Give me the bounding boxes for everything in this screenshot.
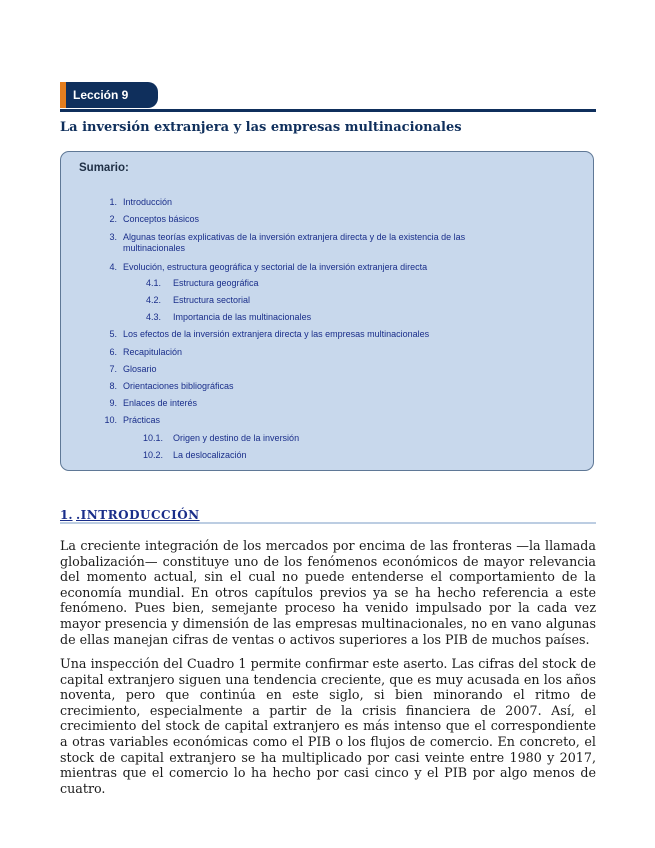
toc-label: Enlaces de interés — [123, 398, 198, 408]
toc-number: 10.1. — [142, 433, 163, 443]
toc-number: 10.2. — [142, 450, 163, 460]
toc-number: 10. — [104, 415, 117, 425]
section-number: 1. — [60, 508, 73, 522]
paragraph-1: La creciente integración de los mercados por encima de las fronteras —la llamada globalización— constituye uno de los fenómenos económicos de mayor relevancia del momento actual, sin el cual no puede entenderse el comportamiento de la economía mundial. En otros capítulos previos ya se ha hecho referencia a este fenómeno. Pues bien, semejante proceso ha venido impulsado por la cada vez mayor presencia y dimensión de las empresas multinacionales, no en vano algunas de ellas manejan cifras de ventas o activos superiores a los PIB de muchos países. — [60, 538, 596, 647]
toc-label: Glosario — [123, 364, 157, 374]
toc-label: Importancia de las multinacionales — [173, 312, 312, 322]
toc-label: Orientaciones bibliográficas — [123, 381, 234, 391]
toc-label: Los efectos de la inversión extranjera directa y las empresas multinacionales — [123, 329, 430, 339]
lesson-tab: Lección 9 — [60, 82, 158, 108]
toc-label: Estructura sectorial — [173, 295, 251, 305]
summary-box — [60, 151, 594, 471]
title-divider — [60, 109, 596, 112]
toc-label: Algunas teorías explicativas de la inversión extranjera directa y de la existencia de las — [123, 232, 466, 242]
summary-heading: Sumario: — [79, 162, 129, 174]
toc-number: 2. — [109, 214, 117, 224]
toc-label: Introducción — [123, 197, 173, 207]
lesson-title: La inversión extranjera y las empresas multinacionales — [60, 120, 462, 135]
toc-number: 4.3. — [145, 312, 161, 322]
toc-number: 4.2. — [145, 295, 161, 305]
toc-number: 7. — [109, 364, 117, 374]
section-heading — [60, 508, 596, 524]
toc-label: Recapitulación — [123, 347, 183, 357]
toc-number: 3. — [109, 232, 117, 242]
toc-number: 4. — [109, 262, 117, 272]
paragraph-2: Una inspección del Cuadro 1 permite confirmar este aserto. Las cifras del stock de capital extranjero siguen una tendencia creciente, que es muy acusada en los años noventa, pero que continúa en este siglo, si bien minorando el ritmo de crecimiento, especialmente a partir de la crisis financiera de 2007. Así, el crecimiento del stock de capital extranjero es más intenso que el correspondiente a otras variables económicas como el PIB o los flujos de comercio. En concreto, el stock de capital extranjero se ha multiplicado por casi veinte entre 1980 y 2017, mientras que el comercio lo ha hecho por casi cinco y el PIB por algo menos de cuatro. — [60, 656, 596, 796]
toc-label: multinacionales — [123, 243, 186, 253]
toc-number: 1. — [109, 197, 117, 207]
toc-number: 6. — [109, 347, 117, 357]
section-title: .INTRODUCCIÓN — [76, 508, 200, 522]
toc-number: 4.1. — [145, 278, 161, 288]
toc-label: Estructura geográfica — [173, 278, 259, 288]
toc-number: 9. — [109, 398, 117, 408]
toc-label: Prácticas — [123, 415, 161, 425]
toc-label: Conceptos básicos — [123, 214, 200, 224]
toc-label: Origen y destino de la inversión — [173, 433, 300, 443]
toc-number: 8. — [109, 381, 117, 391]
toc-label: Evolución, estructura geográfica y sectorial de la inversión extranjera directa — [123, 262, 428, 272]
toc-label: La deslocalización — [173, 450, 247, 460]
toc-number: 5. — [109, 329, 117, 339]
